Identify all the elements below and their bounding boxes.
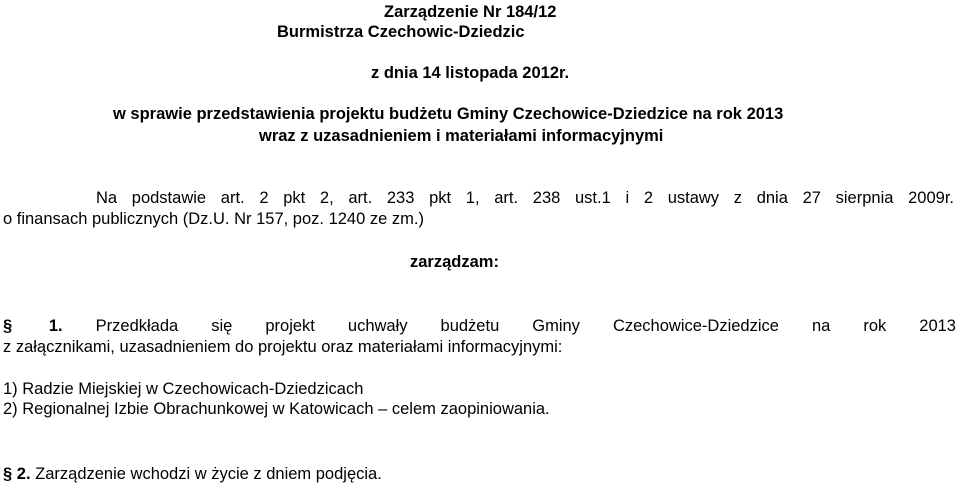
section-1-line2: z załącznikami, uzasadnieniem do projektu oraz materiałami informacyjnymi:	[3, 338, 563, 356]
basis-word: pkt	[283, 189, 306, 207]
section-1-word: rok	[863, 317, 887, 335]
section-1-word: projekt	[265, 317, 315, 335]
legal-basis-line2: o finansach publicznych (Dz.U. Nr 157, poz. 1240 ze zm.)	[3, 210, 424, 228]
basis-word: z	[733, 189, 742, 207]
recipient-list-item: 1) Radzie Miejskiej w Czechowicach-Dziedzicach	[3, 380, 364, 398]
section-marker: §	[3, 317, 13, 335]
section-1-word: 2013	[919, 317, 956, 335]
basis-word: Na	[96, 189, 118, 207]
basis-word: 27	[802, 189, 821, 207]
basis-word: 2009r.	[908, 189, 954, 207]
section-number: 2.	[16, 465, 31, 483]
basis-word: 233	[386, 189, 415, 207]
basis-word: 2	[643, 189, 654, 207]
section-1-line1	[3, 316, 956, 336]
section-1-word: uchwały	[347, 317, 408, 335]
basis-word: art.	[220, 189, 245, 207]
section-1-word: Czechowice-Dziedzice	[612, 317, 779, 335]
section-1-word: się	[211, 317, 233, 335]
basis-word: dnia	[756, 189, 788, 207]
basis-word: sierpnia	[835, 189, 894, 207]
section-1-word: Gminy	[532, 317, 580, 335]
basis-word: pkt	[429, 189, 452, 207]
section-1-word: na	[811, 317, 831, 335]
document-subject-line2: wraz z uzasadnieniem i materiałami informacyjnymi	[259, 127, 664, 145]
section-number: 1.	[48, 317, 63, 335]
section-2-text: Zarządzenie wchodzi w życie z dniem podjęcia.	[35, 465, 382, 483]
document-date: z dnia 14 listopada 2012r.	[371, 64, 570, 82]
basis-word: podstawie	[131, 189, 207, 207]
document-title: Zarządzenie Nr 184/12	[384, 3, 557, 21]
basis-word: 2	[259, 189, 269, 207]
section-marker: §	[3, 465, 13, 483]
basis-word: art.	[494, 189, 519, 207]
basis-word: art.	[348, 189, 373, 207]
basis-word: 2,	[319, 189, 334, 207]
recipient-list-item: 2) Regionalnej Izbie Obrachunkowej w Katowicach – celem zaopiniowania.	[3, 400, 550, 418]
basis-word: ustawy	[667, 189, 720, 207]
basis-word: 238	[532, 189, 561, 207]
section-1-word: Przedkłada	[95, 317, 179, 335]
document-subject-line1: w sprawie przedstawienia projektu budżetu Gminy Czechowice-Dziedzice na rok 2013	[113, 105, 784, 123]
section-1-heading	[3, 316, 63, 336]
section-1-word: budżetu	[440, 317, 500, 335]
basis-word: ust.1	[575, 189, 611, 207]
document-issuer: Burmistrza Czechowic-Dziedzic	[277, 23, 525, 41]
basis-word: 1,	[465, 189, 480, 207]
basis-word: i	[625, 189, 630, 207]
decree-word: zarządzam:	[410, 253, 499, 271]
legal-basis-line1	[96, 188, 954, 208]
section-2	[3, 464, 382, 484]
